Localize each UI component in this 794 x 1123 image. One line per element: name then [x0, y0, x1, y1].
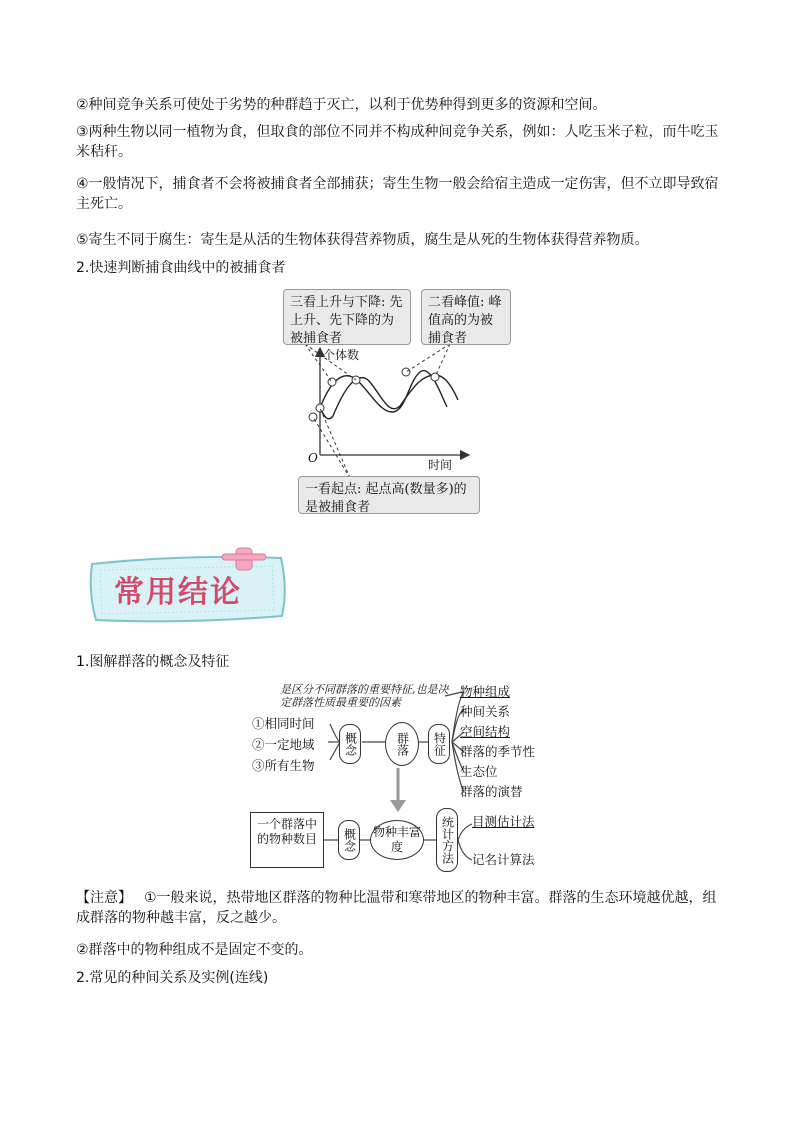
banner-title: 常用结论 — [114, 575, 242, 610]
heading-predation: 2.快速判断捕食曲线中的被捕食者 — [76, 260, 286, 276]
paragraph-3: ③两种生物以同一植物为食，但取食的部位不同并不构成种间竞争关系，例如：人吃玉米子粒，而牛吃玉米秸秆。 — [76, 124, 719, 160]
feature-succession: 群落的演替 — [460, 784, 523, 799]
marker-low — [309, 413, 317, 421]
feature-interspecific: 种间关系 — [460, 704, 511, 719]
condition-2: ②一定地域 — [252, 737, 315, 752]
condition-1: ①相同时间 — [252, 716, 315, 731]
note-peak: 二看峰值: 峰值高的为被捕食者 — [421, 289, 511, 345]
feature-niche: 生态位 — [460, 764, 498, 779]
origin-label: O — [308, 451, 318, 465]
heading-interspecific: 2.常见的种间关系及实例(连线) — [76, 970, 269, 986]
concept-box: 概念 — [339, 724, 361, 764]
note-text-1: ①一般来说，热带地区群落的物种比温带和寒带地区的物种丰富。群落的生态环境越优越，组成群落的物种越丰富，反之越少。 — [76, 890, 717, 926]
concept2-box: 概念 — [338, 820, 360, 860]
paragraph-5: ⑤寄生不同于腐生：寄生是从活的生物体获得营养物质，腐生是从死的生物体获得营养物质。 — [76, 232, 649, 248]
marker-start — [316, 404, 324, 412]
note-start: 一看起点: 起点高(数量多)的是被捕食者 — [298, 476, 480, 514]
y-axis-label: 个体数 — [323, 348, 360, 362]
marker-peak2 — [402, 368, 410, 376]
note-text-2: ②群落中的物种组成不是固定不变的。 — [76, 942, 313, 958]
features-box: 特征 — [428, 724, 450, 764]
method-visual-estimate: 目测估计法 — [472, 814, 535, 829]
stats-method-box: 统计方法 — [436, 808, 458, 872]
feature-spatial-structure: 空间结构 — [460, 724, 511, 739]
definition-box: 一个群落中的物种数目 — [250, 812, 324, 868]
condition-3: ③所有生物 — [252, 758, 315, 773]
x-axis-label: 时间 — [428, 458, 453, 472]
feature-species-composition: 物种组成 — [460, 684, 511, 699]
paragraph-2: ②种间竞争关系可使处于劣势的种群趋于灭亡，以利于优势种得到更多的资源和空间。 — [76, 97, 607, 113]
note-label: 【注意】 — [76, 890, 132, 906]
richness-node: 物种丰富度 — [370, 820, 424, 860]
paragraph-4: ④一般情况下，捕食者不会将被捕食者全部捕获；寄生生物一般会给宿主造成一定伤害，但不立即导致宿主死亡。 — [76, 176, 719, 212]
note-rise-fall: 三看上升与下降: 先上升、先下降的为被捕食者 — [283, 289, 411, 345]
heading-community: 1.图解群落的概念及特征 — [76, 654, 230, 670]
hand-note: 是区分不同群落的重要特征,也是决定群落性质最重要的因素 — [280, 683, 449, 709]
marker-rise — [328, 378, 336, 386]
note-paragraph — [76, 888, 724, 928]
community-node: 群落 — [385, 722, 419, 766]
feature-seasonality: 群落的季节性 — [460, 744, 536, 759]
method-counting: 记名计算法 — [472, 852, 535, 867]
